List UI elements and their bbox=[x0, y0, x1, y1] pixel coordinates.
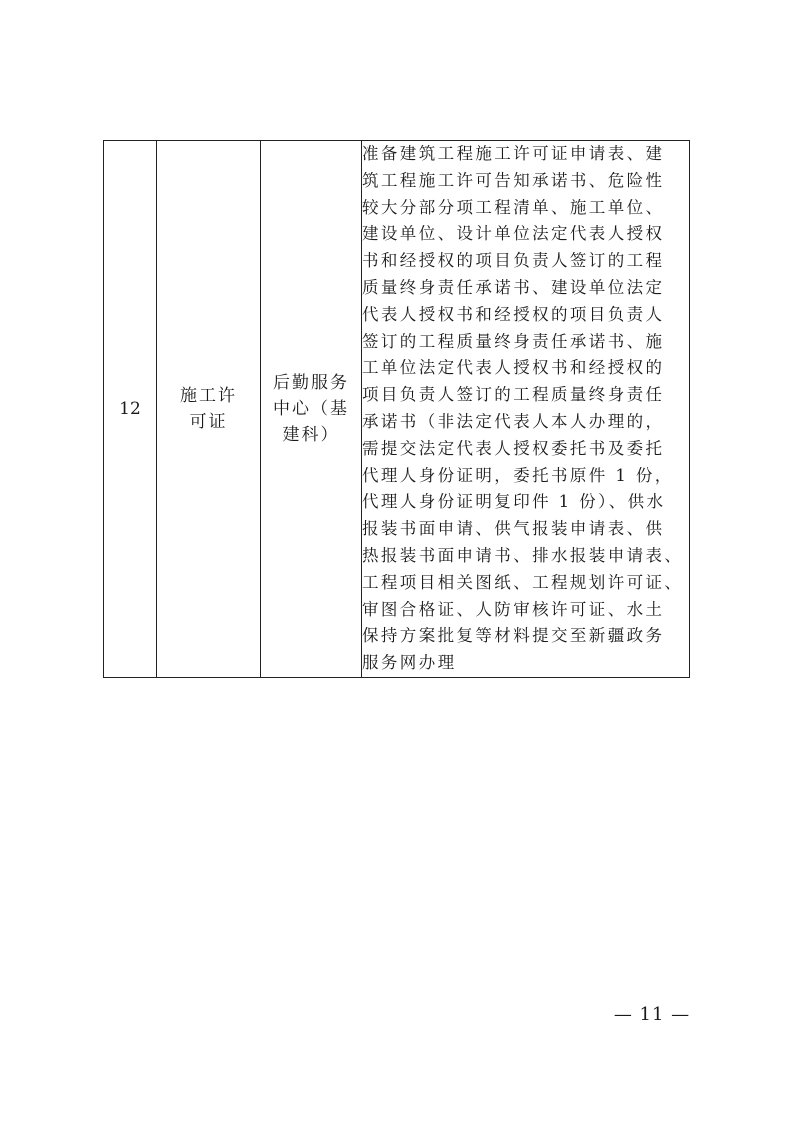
materials-line: 准备建筑工程施工许可证申请表、建 bbox=[362, 144, 665, 163]
materials-line: 代表人授权书和经授权的项目负责人 bbox=[362, 304, 665, 324]
materials-line: 代理人身份证明，委托书原件 1 份， bbox=[362, 465, 674, 485]
table-row bbox=[104, 141, 690, 678]
materials-line: 书和经授权的项目负责人签订的工程 bbox=[362, 251, 665, 271]
materials-line: 保持方案批复等材料提交至新疆政务 bbox=[362, 626, 665, 646]
materials-line: 需提交法定代表人授权委托书及委托 bbox=[362, 438, 665, 458]
department-line: 后勤服务 bbox=[273, 372, 349, 393]
materials-line: 服务网办理 bbox=[362, 653, 457, 673]
item-name-cell bbox=[157, 141, 261, 678]
department-cell bbox=[261, 141, 362, 678]
materials-line: 较大分部分项工程清单、施工单位、 bbox=[362, 197, 665, 217]
materials-line: 审图合格证、人防审核许可证、水土 bbox=[362, 599, 665, 619]
materials-line: 项目负责人签订的工程质量终身责任 bbox=[362, 385, 665, 405]
item-name-line: 施工许 bbox=[180, 385, 237, 406]
materials-cell bbox=[362, 141, 690, 678]
item-name-line: 可证 bbox=[189, 411, 228, 432]
row-number: 12 bbox=[104, 141, 157, 678]
materials-line: 代理人身份证明复印件 1 份）、供水 bbox=[362, 492, 666, 512]
materials-line: 承诺书（非法定代表人本人办理的， bbox=[362, 411, 665, 431]
department-line: 建科） bbox=[282, 424, 340, 445]
department-line: 中心（基 bbox=[273, 398, 349, 419]
materials-line: 报装书面申请、供气报装申请表、供 bbox=[362, 519, 665, 539]
materials-line: 工程项目相关图纸、工程规划许可证、 bbox=[362, 572, 684, 592]
page-number: — 11 — bbox=[613, 1004, 691, 1025]
materials-line: 签订的工程质量终身责任承诺书、施 bbox=[362, 331, 665, 351]
materials-line: 建设单位、设计单位法定代表人授权 bbox=[362, 224, 665, 244]
materials-line: 热报装书面申请书、排水报装申请表、 bbox=[362, 545, 684, 565]
materials-line: 工单位法定代表人授权书和经授权的 bbox=[362, 358, 665, 378]
procedure-table bbox=[103, 140, 690, 678]
materials-line: 筑工程施工许可告知承诺书、危险性 bbox=[362, 170, 665, 190]
materials-line: 质量终身责任承诺书、建设单位法定 bbox=[362, 277, 665, 297]
